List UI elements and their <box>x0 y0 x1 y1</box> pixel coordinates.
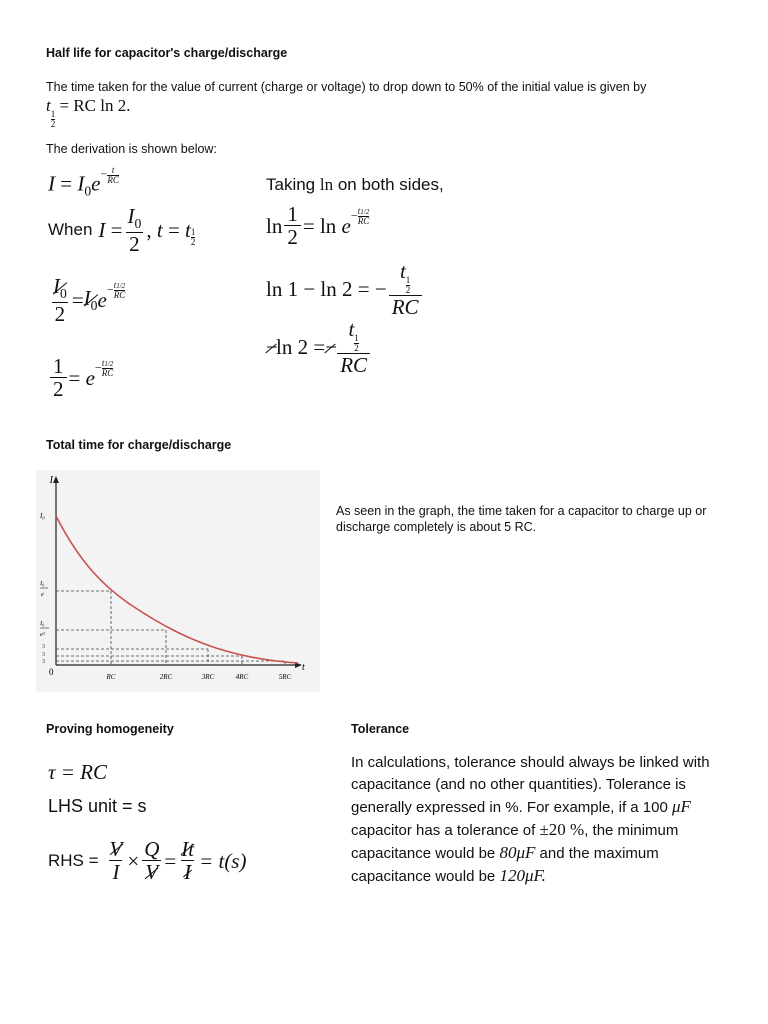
svg-text:RC: RC <box>106 673 116 681</box>
svg-text:3RC: 3RC <box>201 673 215 681</box>
x-axis-label <box>302 662 305 673</box>
svg-text:0: 0 <box>49 667 54 677</box>
svg-text:I₀: I₀ <box>40 580 45 587</box>
half-life-formula: t $\frac{1}{2}$ = RC ln 2. <box>46 96 131 129</box>
svg-text:3: 3 <box>42 659 45 665</box>
svg-text:4RC: 4RC <box>235 673 249 681</box>
x-tick-5rc <box>279 673 292 681</box>
equation-ln-difference: ln 1 − ln 2 = − t $\frac{1}{2}$ RC <box>266 260 424 319</box>
half-life-intro: The time taken for the value of current (charge or voltage) to drop down to 50% of the initial value is given by <box>46 80 647 94</box>
equation-current-decay: $I = I_0e^{- \frac{t}{RC}}$ <box>48 165 119 199</box>
svg-text:e: e <box>41 591 44 598</box>
svg-text:5RC: 5RC <box>278 673 292 681</box>
discharge-graph <box>36 470 320 692</box>
svg-text:t: t <box>302 662 305 673</box>
y-tick-i0 <box>39 512 45 520</box>
equation-ln2-result: − ln 2 = − t $\frac{1}{2}$ RC <box>266 318 372 377</box>
x-tick-4rc <box>236 673 249 681</box>
homogeneity-heading: Proving homogeneity <box>46 722 174 736</box>
svg-text:I₀: I₀ <box>40 620 45 627</box>
svg-text:3: 3 <box>42 652 45 658</box>
equation-half-exp: $\frac{1}{2}$ = e − $\frac{t1/2}{RC}$ <box>48 355 113 401</box>
lhs-unit: LHS unit = s <box>48 796 147 816</box>
origin-label <box>49 667 54 677</box>
equation-when-half: When I = $\frac{I_0}{2}$ , t = t $\frac{1}{2}$ <box>48 204 196 256</box>
svg-text:e²: e² <box>40 631 45 638</box>
tau-equation: τ = RC <box>48 760 108 784</box>
taking-ln-note: Taking ln on both sides, <box>266 175 444 194</box>
equation-cancel-i0: $\frac{I_0}{2}$ = $I_0$ e − $\frac{t1/2}{RC}$ <box>53 274 126 326</box>
tolerance-paragraph: In calculations, tolerance should always be linked with capacitance (and no other quantities). Tolerance is generally expressed in %. For example, if a 100 μF capacitor has a tolerance of ±20 %, the minimum capacitance would be 80μF and the maximum capacitance would be 120μF. <box>351 754 710 885</box>
x-tick-2rc <box>160 673 173 681</box>
derivation-intro: The derivation is shown below: <box>46 142 217 156</box>
equation-ln-half: ln $\frac{1}{2}$ = ln e − $\frac{t1/2}{RC}$ <box>266 202 370 250</box>
rhs-equation: RHS = $\frac{V}{I}$ × $\frac{Q}{V}$ = $\frac{It}{I}$ = t(s) <box>48 837 247 885</box>
svg-text:I₀: I₀ <box>40 512 45 520</box>
x-tick-3rc <box>201 673 215 681</box>
svg-text:I: I <box>49 475 53 486</box>
x-tick-rc <box>106 673 116 681</box>
half-life-heading: Half life for capacitor's charge/discharge <box>46 46 288 60</box>
y-axis-label <box>49 475 54 486</box>
total-time-heading: Total time for charge/discharge <box>46 438 232 452</box>
svg-text:2RC: 2RC <box>159 673 173 681</box>
tolerance-heading: Tolerance <box>351 722 410 736</box>
total-time-description: As seen in the graph, the time taken for a capacitor to charge up or discharge completely is about 5 RC. <box>336 504 707 534</box>
svg-text:3: 3 <box>42 644 45 650</box>
